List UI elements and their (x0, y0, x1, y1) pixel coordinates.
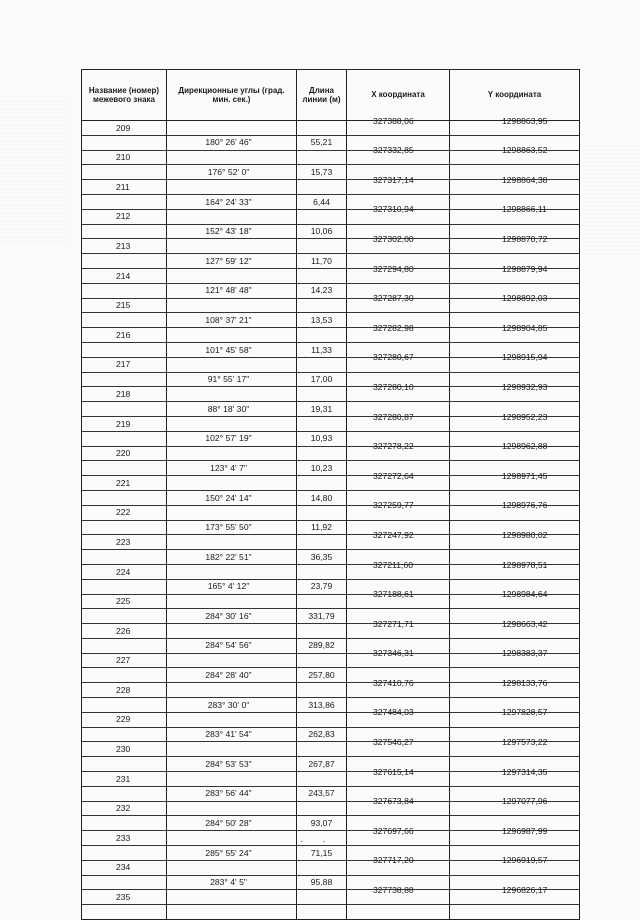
segment-length (297, 239, 347, 254)
point-x (347, 602, 450, 617)
point-y (450, 483, 580, 498)
segment-length: 257,80 (297, 668, 347, 683)
boundary-table-sheet (81, 69, 579, 903)
point-x: 327282,98 (347, 321, 450, 336)
point-x: 327484,03 (347, 705, 450, 720)
point-x (347, 306, 450, 321)
segment-length (297, 564, 347, 579)
point-name (82, 846, 167, 861)
point-y (450, 543, 580, 558)
point-name (82, 609, 167, 624)
point-y: 1298952,23 (450, 409, 580, 424)
segment-length (297, 150, 347, 165)
point-x: 327310,94 (347, 202, 450, 217)
segment-length: 6,44 (297, 194, 347, 209)
point-y: 1298976,76 (450, 498, 580, 513)
segment-angle: 108° 37' 21" (167, 313, 297, 328)
segment-angle: 173° 55' 50" (167, 520, 297, 535)
point-x (347, 720, 450, 735)
segment-length (297, 121, 347, 136)
segment-angle: 176° 52' 0" (167, 165, 297, 180)
point-x: 327188,61 (347, 587, 450, 602)
point-x (347, 276, 450, 291)
point-x (347, 247, 450, 262)
point-x: 327346,31 (347, 646, 450, 661)
segment-length (297, 772, 347, 787)
point-x: 327259,77 (347, 498, 450, 513)
point-y: 1297573,22 (450, 735, 580, 750)
point-x (347, 365, 450, 380)
segment-length: 13,53 (297, 313, 347, 328)
point-y (450, 720, 580, 735)
segment-angle: 284° 50' 28" (167, 816, 297, 831)
point-y (450, 779, 580, 794)
point-x (347, 868, 450, 883)
point-y: 1298866,11 (450, 202, 580, 217)
segment-length (297, 594, 347, 609)
segment-length: 36,35 (297, 550, 347, 565)
point-y: 1298980,02 (450, 528, 580, 543)
point-name (82, 135, 167, 150)
point-name: 228 (82, 683, 167, 698)
boundary-coordinates-table (81, 69, 580, 920)
point-name (82, 254, 167, 269)
header-x: X координата (347, 70, 450, 121)
segment-length (297, 416, 347, 431)
point-x (347, 750, 450, 765)
point-y: 1298383,37 (450, 646, 580, 661)
point-y (450, 691, 580, 706)
point-y: 1296919,57 (450, 853, 580, 868)
segment-angle (167, 772, 297, 787)
point-x (347, 395, 450, 410)
point-y (450, 335, 580, 350)
segment-angle (167, 416, 297, 431)
point-name: 219 (82, 416, 167, 431)
segment-length: 17,00 (297, 372, 347, 387)
point-name (82, 224, 167, 239)
segment-angle (167, 239, 297, 254)
segment-angle: 102° 57' 19" (167, 431, 297, 446)
point-x (347, 898, 450, 913)
point-name: 209 (82, 121, 167, 136)
point-x: 327332,85 (347, 143, 450, 158)
point-y: 1298915,94 (450, 350, 580, 365)
point-name: 225 (82, 594, 167, 609)
point-x: 327280,87 (347, 409, 450, 424)
segment-angle: 121° 48' 48" (167, 283, 297, 298)
point-x (347, 128, 450, 143)
point-y (450, 276, 580, 291)
point-name: 226 (82, 624, 167, 639)
point-x: 327271,71 (347, 617, 450, 632)
point-y (450, 454, 580, 469)
point-name: 233 (82, 831, 167, 846)
point-name (82, 402, 167, 417)
segment-angle: 284° 53' 53" (167, 757, 297, 772)
point-name (82, 668, 167, 683)
segment-length: 71,15 (297, 846, 347, 861)
segment-length: 11,70 (297, 254, 347, 269)
point-name (82, 431, 167, 446)
point-x (347, 158, 450, 173)
segment-length: 289,82 (297, 638, 347, 653)
point-y (450, 217, 580, 232)
point-y: 1298879,94 (450, 261, 580, 276)
scan-noise-left (0, 95, 70, 245)
point-y (450, 424, 580, 439)
segment-angle: 165° 4' 12" (167, 579, 297, 594)
point-name: 214 (82, 268, 167, 283)
point-y (450, 898, 580, 913)
segment-angle (167, 328, 297, 343)
point-name: 213 (82, 239, 167, 254)
segment-angle (167, 209, 297, 224)
segment-angle: 285° 55' 24" (167, 846, 297, 861)
point-y (450, 602, 580, 617)
point-y (450, 661, 580, 676)
segment-length (297, 180, 347, 195)
point-name (82, 638, 167, 653)
point-name: 222 (82, 505, 167, 520)
point-name (82, 283, 167, 298)
segment-angle: 150° 24' 14" (167, 490, 297, 505)
point-name: 229 (82, 712, 167, 727)
point-y: 1297828,57 (450, 705, 580, 720)
point-y: 1298864,38 (450, 173, 580, 188)
point-x: 327673,84 (347, 794, 450, 809)
point-name (82, 550, 167, 565)
point-x (347, 513, 450, 528)
segment-length (297, 476, 347, 491)
segment-length (297, 357, 347, 372)
point-name (82, 342, 167, 357)
segment-length: 14,23 (297, 283, 347, 298)
segment-length (297, 209, 347, 224)
point-y: 1298892,03 (450, 291, 580, 306)
segment-angle (167, 683, 297, 698)
table-body (82, 115, 580, 920)
point-x: 327738,88 (347, 883, 450, 898)
point-x: 327280,67 (347, 350, 450, 365)
segment-angle (167, 476, 297, 491)
segment-length: 93,07 (297, 816, 347, 831)
segment-length: 14,80 (297, 490, 347, 505)
segment-length (297, 683, 347, 698)
point-x (347, 661, 450, 676)
point-x: 327211,60 (347, 557, 450, 572)
point-x (347, 572, 450, 587)
point-x (347, 483, 450, 498)
point-name (82, 786, 167, 801)
point-y (450, 128, 580, 143)
header-angle: Дирекционные углы (град. мин. сек.) (167, 70, 297, 121)
segment-angle (167, 150, 297, 165)
point-name: 212 (82, 209, 167, 224)
segment-angle (167, 505, 297, 520)
point-name: 231 (82, 772, 167, 787)
point-name: 211 (82, 180, 167, 195)
segment-angle (167, 268, 297, 283)
header-y: Y координата (450, 70, 580, 121)
segment-length: 313,86 (297, 698, 347, 713)
segment-length (297, 742, 347, 757)
scan-noise-right (585, 140, 640, 260)
point-name: 232 (82, 801, 167, 816)
point-y (450, 631, 580, 646)
point-name (82, 165, 167, 180)
point-name (82, 698, 167, 713)
point-x (347, 631, 450, 646)
point-y: 1298663,42 (450, 617, 580, 632)
point-y (450, 513, 580, 528)
point-name: 220 (82, 446, 167, 461)
segment-angle: 284° 30' 16" (167, 609, 297, 624)
segment-angle (167, 801, 297, 816)
segment-length (297, 535, 347, 550)
point-name (82, 875, 167, 890)
point-x: 327410,76 (347, 676, 450, 691)
point-name (82, 905, 167, 920)
segment-length: 95,88 (297, 875, 347, 890)
point-name: 230 (82, 742, 167, 757)
segment-length: 11,92 (297, 520, 347, 535)
point-y (450, 158, 580, 173)
segment-angle (167, 653, 297, 668)
segment-angle: 283° 41' 54" (167, 727, 297, 742)
point-name: 210 (82, 150, 167, 165)
segment-length: 11,33 (297, 342, 347, 357)
segment-length: 23,79 (297, 579, 347, 594)
segment-angle: 152° 43' 18" (167, 224, 297, 239)
segment-angle: 123° 4' 7" (167, 461, 297, 476)
point-x (347, 217, 450, 232)
point-name (82, 372, 167, 387)
point-y: 1298863,52 (450, 143, 580, 158)
point-y: 1298133,76 (450, 676, 580, 691)
segment-length (297, 268, 347, 283)
segment-angle (167, 357, 297, 372)
point-x: 327280,10 (347, 380, 450, 395)
segment-length: 331,79 (297, 609, 347, 624)
segment-angle (167, 890, 297, 905)
header-length: Длина линии (м) (297, 70, 347, 121)
segment-angle (167, 446, 297, 461)
point-y: 1298971,45 (450, 469, 580, 484)
point-x: 327272,64 (347, 469, 450, 484)
point-y (450, 839, 580, 854)
point-y: 1298984,64 (450, 587, 580, 602)
segment-angle (167, 387, 297, 402)
segment-angle (167, 564, 297, 579)
point-name (82, 757, 167, 772)
segment-angle (167, 121, 297, 136)
point-x (347, 543, 450, 558)
point-y (450, 306, 580, 321)
point-x (347, 424, 450, 439)
segment-angle: 101° 45' 58" (167, 342, 297, 357)
segment-angle (167, 712, 297, 727)
segment-angle (167, 860, 297, 875)
point-y: 1298962,88 (450, 439, 580, 454)
segment-length (297, 712, 347, 727)
point-name: 216 (82, 328, 167, 343)
point-x: 327294,80 (347, 261, 450, 276)
segment-angle: 164° 24' 33" (167, 194, 297, 209)
point-y (450, 247, 580, 262)
point-name: 234 (82, 860, 167, 875)
segment-length: 10,93 (297, 431, 347, 446)
point-name (82, 816, 167, 831)
point-name: 221 (82, 476, 167, 491)
point-y: 1298870,72 (450, 232, 580, 247)
point-y: 1298978,51 (450, 557, 580, 572)
point-y: 1296826,17 (450, 883, 580, 898)
segment-angle (167, 594, 297, 609)
point-name: 215 (82, 298, 167, 313)
point-name (82, 313, 167, 328)
segment-length (297, 653, 347, 668)
point-y: 1298863,95 (450, 114, 580, 129)
point-y: 1297077,96 (450, 794, 580, 809)
point-name (82, 490, 167, 505)
segment-length (297, 298, 347, 313)
segment-angle: 284° 54' 56" (167, 638, 297, 653)
point-x: 327287,30 (347, 291, 450, 306)
point-y (450, 365, 580, 380)
point-y: 1298932,93 (450, 380, 580, 395)
point-y: 1297314,35 (450, 765, 580, 780)
scan-marks: · · (300, 836, 334, 847)
point-name: 217 (82, 357, 167, 372)
point-x: 327697,66 (347, 824, 450, 839)
segment-length (297, 624, 347, 639)
point-name: 218 (82, 387, 167, 402)
segment-length (297, 905, 347, 920)
point-x: 327546,27 (347, 735, 450, 750)
segment-angle (167, 180, 297, 195)
segment-angle (167, 905, 297, 920)
segment-length: 267,87 (297, 757, 347, 772)
segment-length (297, 328, 347, 343)
point-x (347, 187, 450, 202)
segment-angle (167, 742, 297, 757)
point-name: 235 (82, 890, 167, 905)
segment-length: 15,73 (297, 165, 347, 180)
point-x (347, 779, 450, 794)
point-x (347, 691, 450, 706)
point-x: 327278,22 (347, 439, 450, 454)
point-x: 327615,14 (347, 765, 450, 780)
segment-angle: 180° 26' 46" (167, 135, 297, 150)
point-y (450, 868, 580, 883)
point-name (82, 579, 167, 594)
segment-angle: 127° 59' 12" (167, 254, 297, 269)
point-name (82, 194, 167, 209)
segment-length (297, 801, 347, 816)
segment-length (297, 387, 347, 402)
segment-angle (167, 831, 297, 846)
point-name (82, 727, 167, 742)
point-x: 327717,20 (347, 853, 450, 868)
segment-length: 19,31 (297, 402, 347, 417)
segment-angle: 284° 28' 40" (167, 668, 297, 683)
point-name: 227 (82, 653, 167, 668)
segment-length (297, 446, 347, 461)
segment-length (297, 890, 347, 905)
segment-angle (167, 298, 297, 313)
segment-angle (167, 624, 297, 639)
point-name: 223 (82, 535, 167, 550)
point-x (347, 809, 450, 824)
point-x: 327388,06 (347, 114, 450, 129)
segment-angle: 91° 55' 17" (167, 372, 297, 387)
point-y: 1296987,99 (450, 824, 580, 839)
segment-length (297, 860, 347, 875)
point-x: 327317,14 (347, 173, 450, 188)
segment-angle: 182° 22' 51" (167, 550, 297, 565)
point-name (82, 461, 167, 476)
point-y (450, 572, 580, 587)
segment-length: 10,06 (297, 224, 347, 239)
point-name (82, 520, 167, 535)
segment-length (297, 505, 347, 520)
point-y (450, 187, 580, 202)
point-y (450, 395, 580, 410)
segment-angle (167, 535, 297, 550)
segment-length: 243,57 (297, 786, 347, 801)
point-x: 327302,00 (347, 232, 450, 247)
segment-angle: 283° 4' 5" (167, 875, 297, 890)
segment-angle: 283° 30' 0" (167, 698, 297, 713)
segment-angle: 283° 56' 44" (167, 786, 297, 801)
point-x (347, 454, 450, 469)
point-y (450, 750, 580, 765)
point-y (450, 809, 580, 824)
point-y: 1298904,85 (450, 321, 580, 336)
segment-length: 10,23 (297, 461, 347, 476)
segment-angle: 88° 18' 30" (167, 402, 297, 417)
point-x: 327247,92 (347, 528, 450, 543)
point-x (347, 839, 450, 854)
point-name: 224 (82, 564, 167, 579)
segment-length: 55,21 (297, 135, 347, 150)
header-name: Название (номер) межевого знака (82, 70, 167, 121)
table-row (82, 905, 580, 920)
segment-length: 262,83 (297, 727, 347, 742)
point-x (347, 335, 450, 350)
